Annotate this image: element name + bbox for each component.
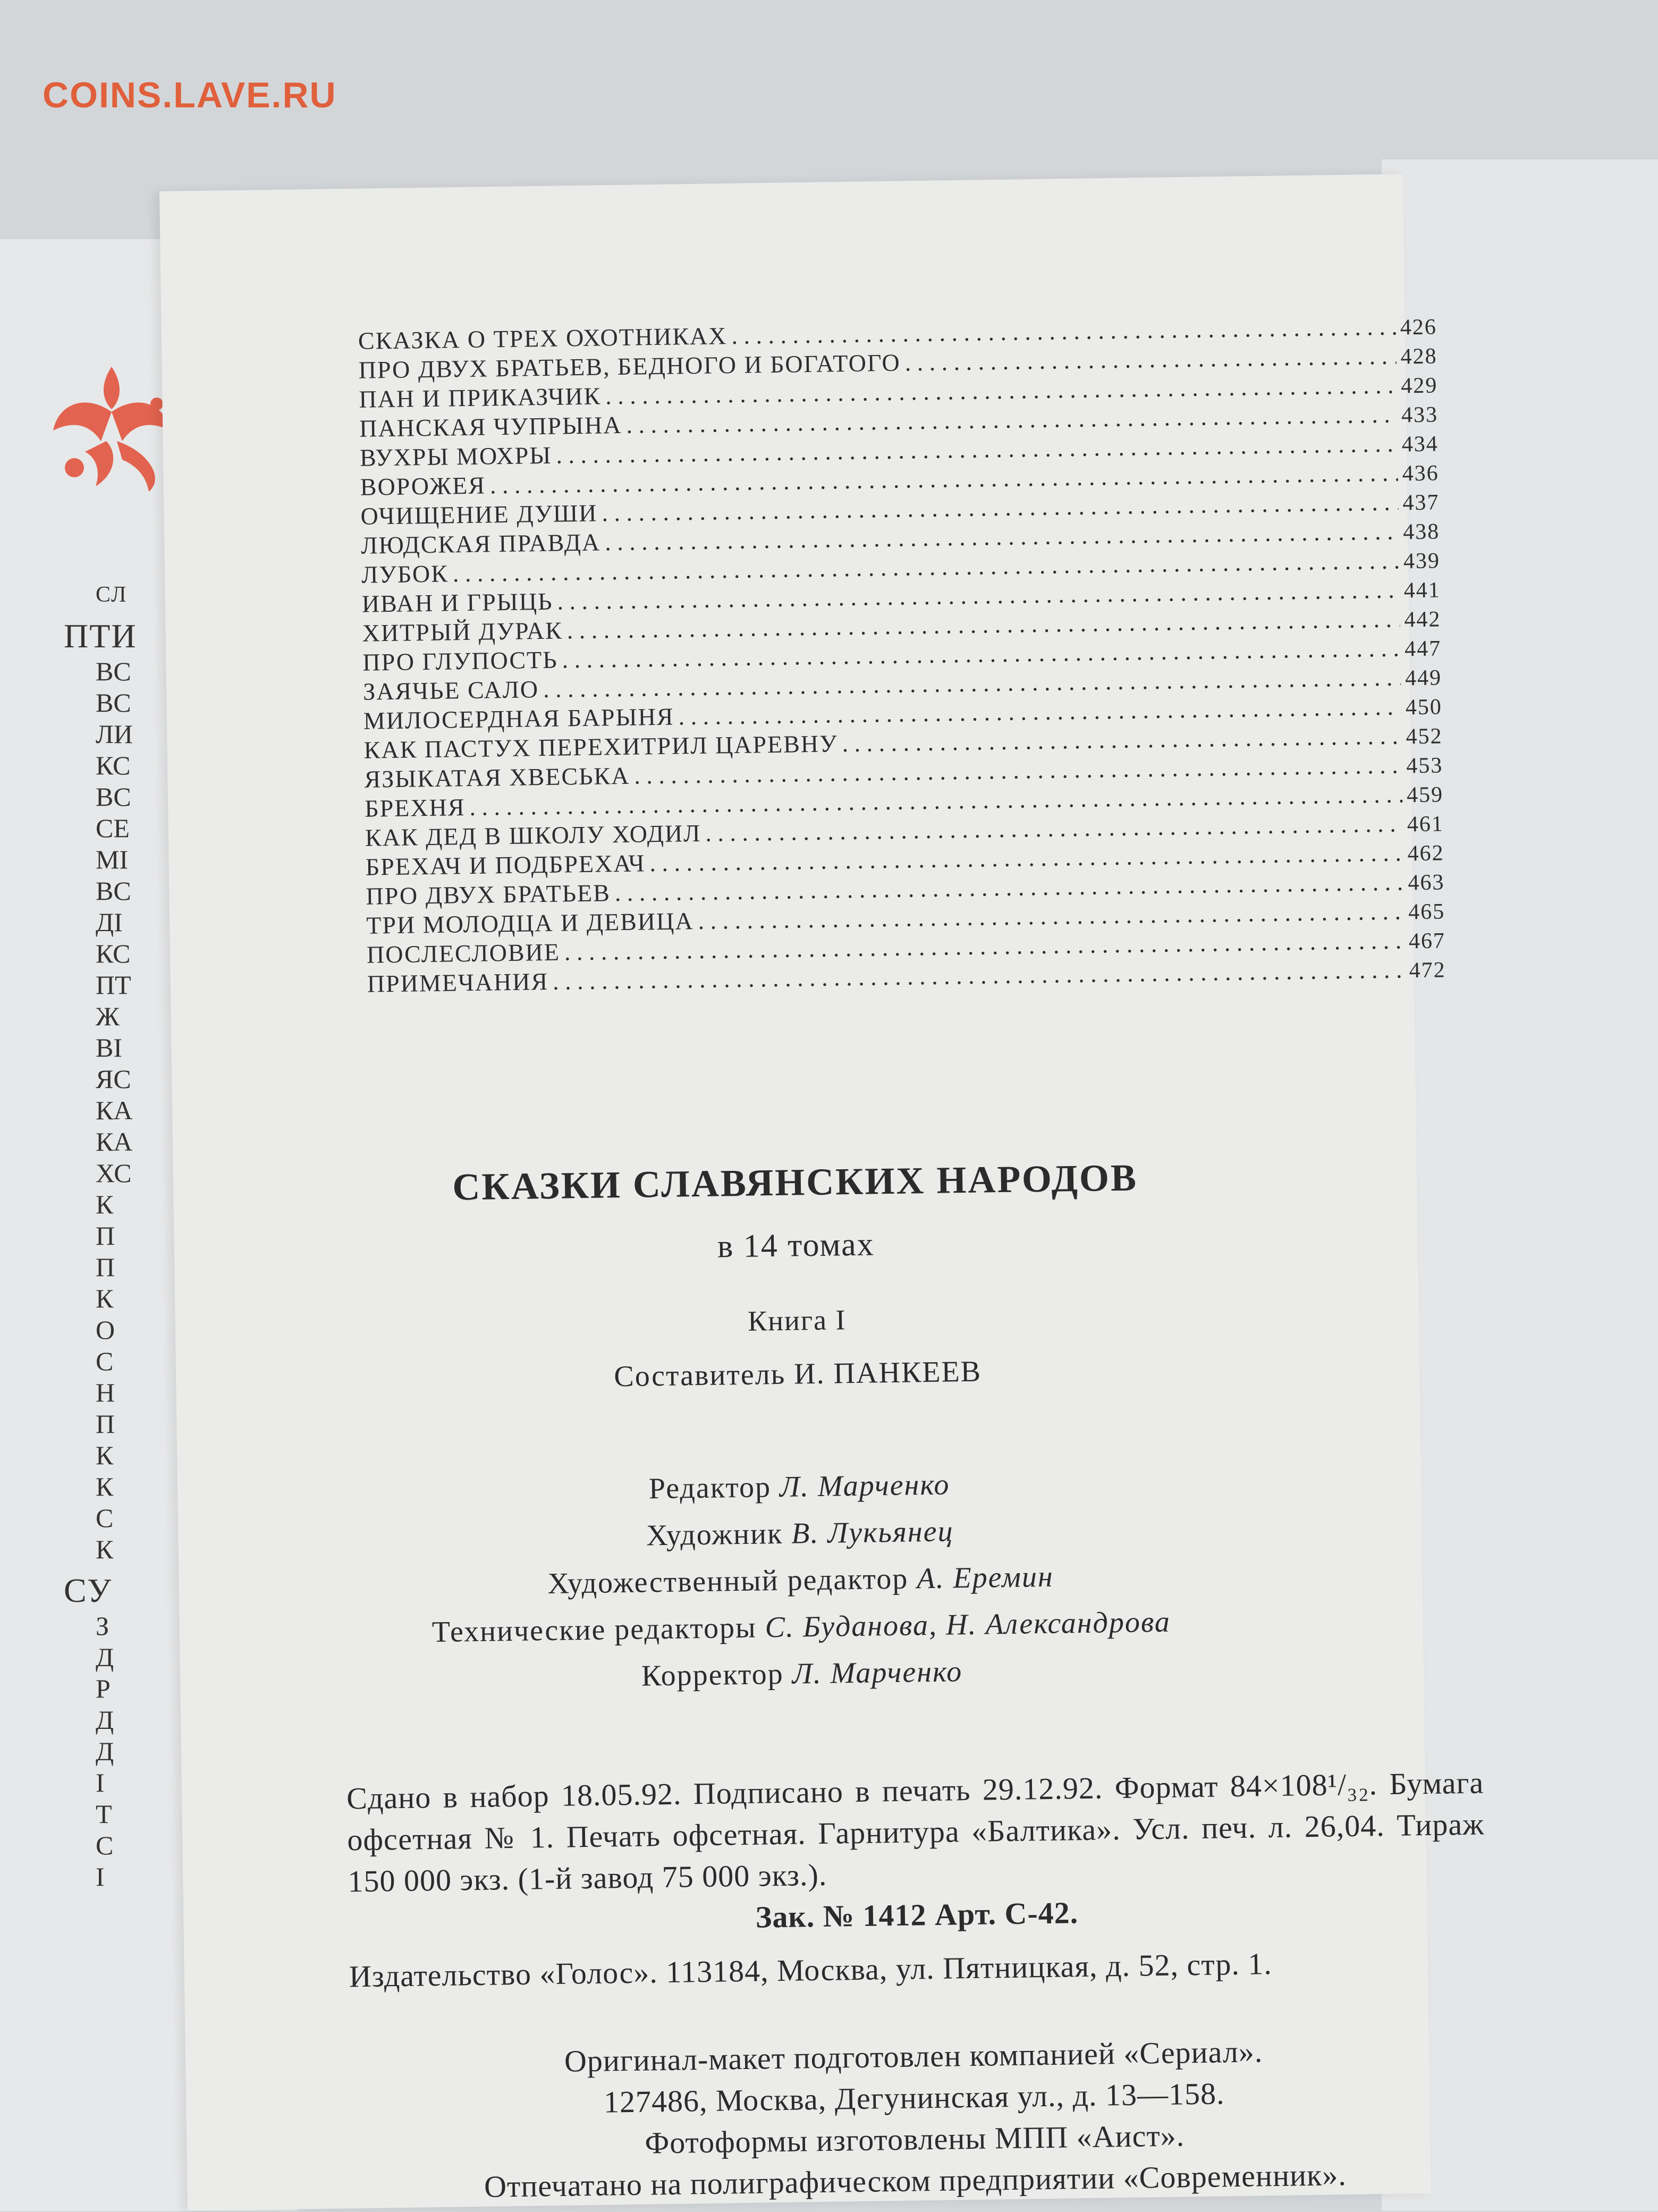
credit-role: Художественный редактор [547,1562,909,1601]
toc-page-number: 465 [1408,899,1445,925]
credit-role: Корректор [641,1657,784,1693]
toc-title: ПАНСКАЯ ЧУПРЫНА [359,411,622,442]
credit-role: Редактор [648,1471,772,1506]
back-page-line: ВС [96,688,131,717]
toc-title: ХИТРЫЙ ДУРАК [362,617,563,647]
watermark: COINS.LAVE.RU [43,75,337,115]
toc-page-number: 437 [1402,490,1440,516]
toc-title: БРЕХАЧ И ПОДБРЕХАЧ [365,849,646,881]
toc-page-number: 459 [1406,782,1444,808]
toc-page-number: 453 [1406,753,1443,779]
back-page-line: Д [96,1736,114,1766]
credit-role: Технические редакторы [432,1611,757,1649]
back-page-line: СЛ [96,582,128,607]
back-page-line: З [96,1611,109,1641]
toc-page-number: 449 [1405,665,1442,691]
back-page-line: К [96,1472,114,1501]
back-page-line: КА [96,1127,133,1156]
toc-title: ПОСЛЕСЛОВИЕ [366,938,561,968]
back-page-line: П [96,1409,115,1439]
back-page-line: Н [96,1378,115,1407]
toc-title: ЛЮДСКАЯ ПРАВДА [360,528,601,559]
back-page-line: Д [96,1642,114,1672]
toc-page-number: 472 [1409,958,1446,983]
toc-title: ПРО ДВУХ БРАТЬЕВ [366,879,611,910]
back-page-line: КА [96,1095,133,1125]
back-page-line: С [96,1346,114,1376]
back-page-line: К [96,1534,114,1564]
back-page-line: СУ [64,1572,113,1609]
back-page-line: С [96,1830,114,1860]
toc-title: КАК ПАСТУХ ПЕРЕХИТРИЛ ЦАРЕВНУ [363,730,838,764]
toc-page-number: 434 [1401,432,1439,457]
toc-title: ПАН И ПРИКАЗЧИК [359,382,602,413]
toc-page-number: 462 [1407,841,1444,866]
back-page-line: П [96,1221,115,1251]
toc-page-number: 428 [1400,344,1437,369]
back-page-line: О [96,1315,115,1345]
toc-page-number: 463 [1408,870,1445,896]
book-page [159,174,1485,2210]
toc-page-number: 461 [1407,812,1444,837]
back-page-line: ВІ [96,1033,122,1062]
back-page-line: І [96,1768,105,1797]
toc-page-number: 429 [1401,373,1438,399]
toc-page-number: 450 [1405,695,1443,720]
back-page-line: К [96,1189,114,1219]
back-page-line: Д [96,1705,114,1735]
back-page-line: КС [96,939,131,968]
back-page-line: ВС [96,656,131,686]
toc-title: ПРО ГЛУПОСТЬ [362,646,558,676]
back-page-line: ПТ [96,970,131,1000]
credit-name: В. Лукьянец [791,1515,954,1550]
back-page-line: К [96,1284,114,1313]
toc-page-number: 433 [1401,402,1439,428]
back-page-line: ДІ [96,907,123,937]
back-page-line: ЛИ [96,719,133,749]
toc-title: ПРО ДВУХ БРАТЬЕВ, БЕДНОГО И БОГАТОГО [358,349,901,384]
credit-role: Художник [646,1517,783,1552]
toc-title: ПРИМЕЧАНИЯ [367,967,549,998]
toc-page-number: 436 [1402,461,1439,486]
toc-page-number: 426 [1400,315,1437,340]
compiler-line: Составитель И. ПАНКЕЕВ [613,1355,982,1394]
toc-page-number: 442 [1404,607,1441,632]
back-page-text [64,579,137,1893]
toc-title: ВОРОЖЕЯ [360,471,486,501]
layout-credit-line: 127486, Москва, Дегунинская ул., д. 13—158. [603,2076,1225,2120]
back-page-line: Р [96,1674,111,1703]
layout-credit-line: Фотоформы изготовлены МПП «Аист». [644,2118,1185,2160]
credit-name: Л. Марченко [779,1468,950,1504]
toc-page-number: 438 [1402,519,1440,545]
back-page-line: ВС [96,876,131,906]
series-title: СКАЗКИ СЛАВЯНСКИХ НАРОДОВ [452,1156,1138,1209]
toc-title: БРЕХНЯ [364,793,466,822]
back-page-line: СЕ [96,813,130,843]
back-page-line: ПТИ [64,617,137,655]
toc-title: ЛУБОК [361,560,449,588]
book-number: Книга I [747,1304,847,1337]
toc-page-number: 467 [1408,928,1446,954]
toc-title: МИЛОСЕРДНАЯ БАРЫНЯ [363,703,674,734]
toc-page-number: 447 [1404,636,1442,662]
back-page-line: Т [96,1799,112,1829]
back-page-line: МІ [96,845,129,874]
toc-page-number: 452 [1406,724,1443,749]
publisher-line: Издательство «Голос». 113184, Москва, ул. Пятницкая, д. 52, стр. 1. [349,1946,1273,1994]
back-page-line: ВС [96,782,131,812]
back-page-line: ХС [96,1158,132,1188]
toc-title: КАК ДЕД В ШКОЛУ ХОДИЛ [365,819,701,851]
layout-credit-line: Отпечатано на полиграфическом предприятии «Современник». [484,2157,1347,2204]
toc-title: ОЧИЩЕНИЕ ДУШИ [360,499,598,530]
back-page-line: П [96,1252,115,1282]
toc-title: СКАЗКА О ТРЕХ ОХОТНИКАХ [358,322,728,354]
toc-title: ВУХРЫ МОХРЫ [359,441,552,471]
credit-name: А. Еремин [916,1560,1054,1595]
layout-credit-line: Оригинал-макет подготовлен компанией «Сериал». [564,2034,1263,2079]
back-page-line: К [96,1440,114,1470]
toc-page-number: 439 [1403,548,1441,574]
toc-title: ИВАН И ГРЫЦЬ [361,587,553,618]
back-page-line: С [96,1503,114,1533]
volumes-label: в 14 томах [717,1226,875,1265]
toc-title: ТРИ МОЛОДЦА И ДЕВИЦА [366,907,694,939]
back-page-line: КС [96,750,131,780]
layout-credits [345,2028,1484,2210]
order-number: Зак. № 1412 Арт. С-42. [755,1895,1079,1935]
table-of-contents [358,311,1446,999]
imprint-text: Сдано в набор 18.05.92. Подписано в печать 29.12.92. Формат 84×108¹/₃₂. Бумага офсетная № 1. Печать офсетная. Гарнитура «Балтика». Усл. печ. л. 26,04. Тираж 150 000 экз. (1-й завод 75 000 экз.). [346,1765,1485,1899]
imprint-block [346,1762,1486,1944]
floral-ornament-icon [43,361,181,494]
credit-name: С. Буданова, Н. Александрова [765,1605,1171,1644]
back-page-line: І [96,1862,105,1892]
credit-name: Л. Марченко [792,1655,963,1691]
back-page-line: ЯС [96,1064,131,1094]
back-page-line: Ж [96,1001,120,1031]
toc-page-number: 441 [1403,578,1441,603]
toc-title: ЯЗЫКАТАЯ ХВЕСЬКА [364,762,630,793]
credits-list [177,1455,1424,1706]
toc-title: ЗАЯЧЬЕ САЛО [362,676,539,705]
